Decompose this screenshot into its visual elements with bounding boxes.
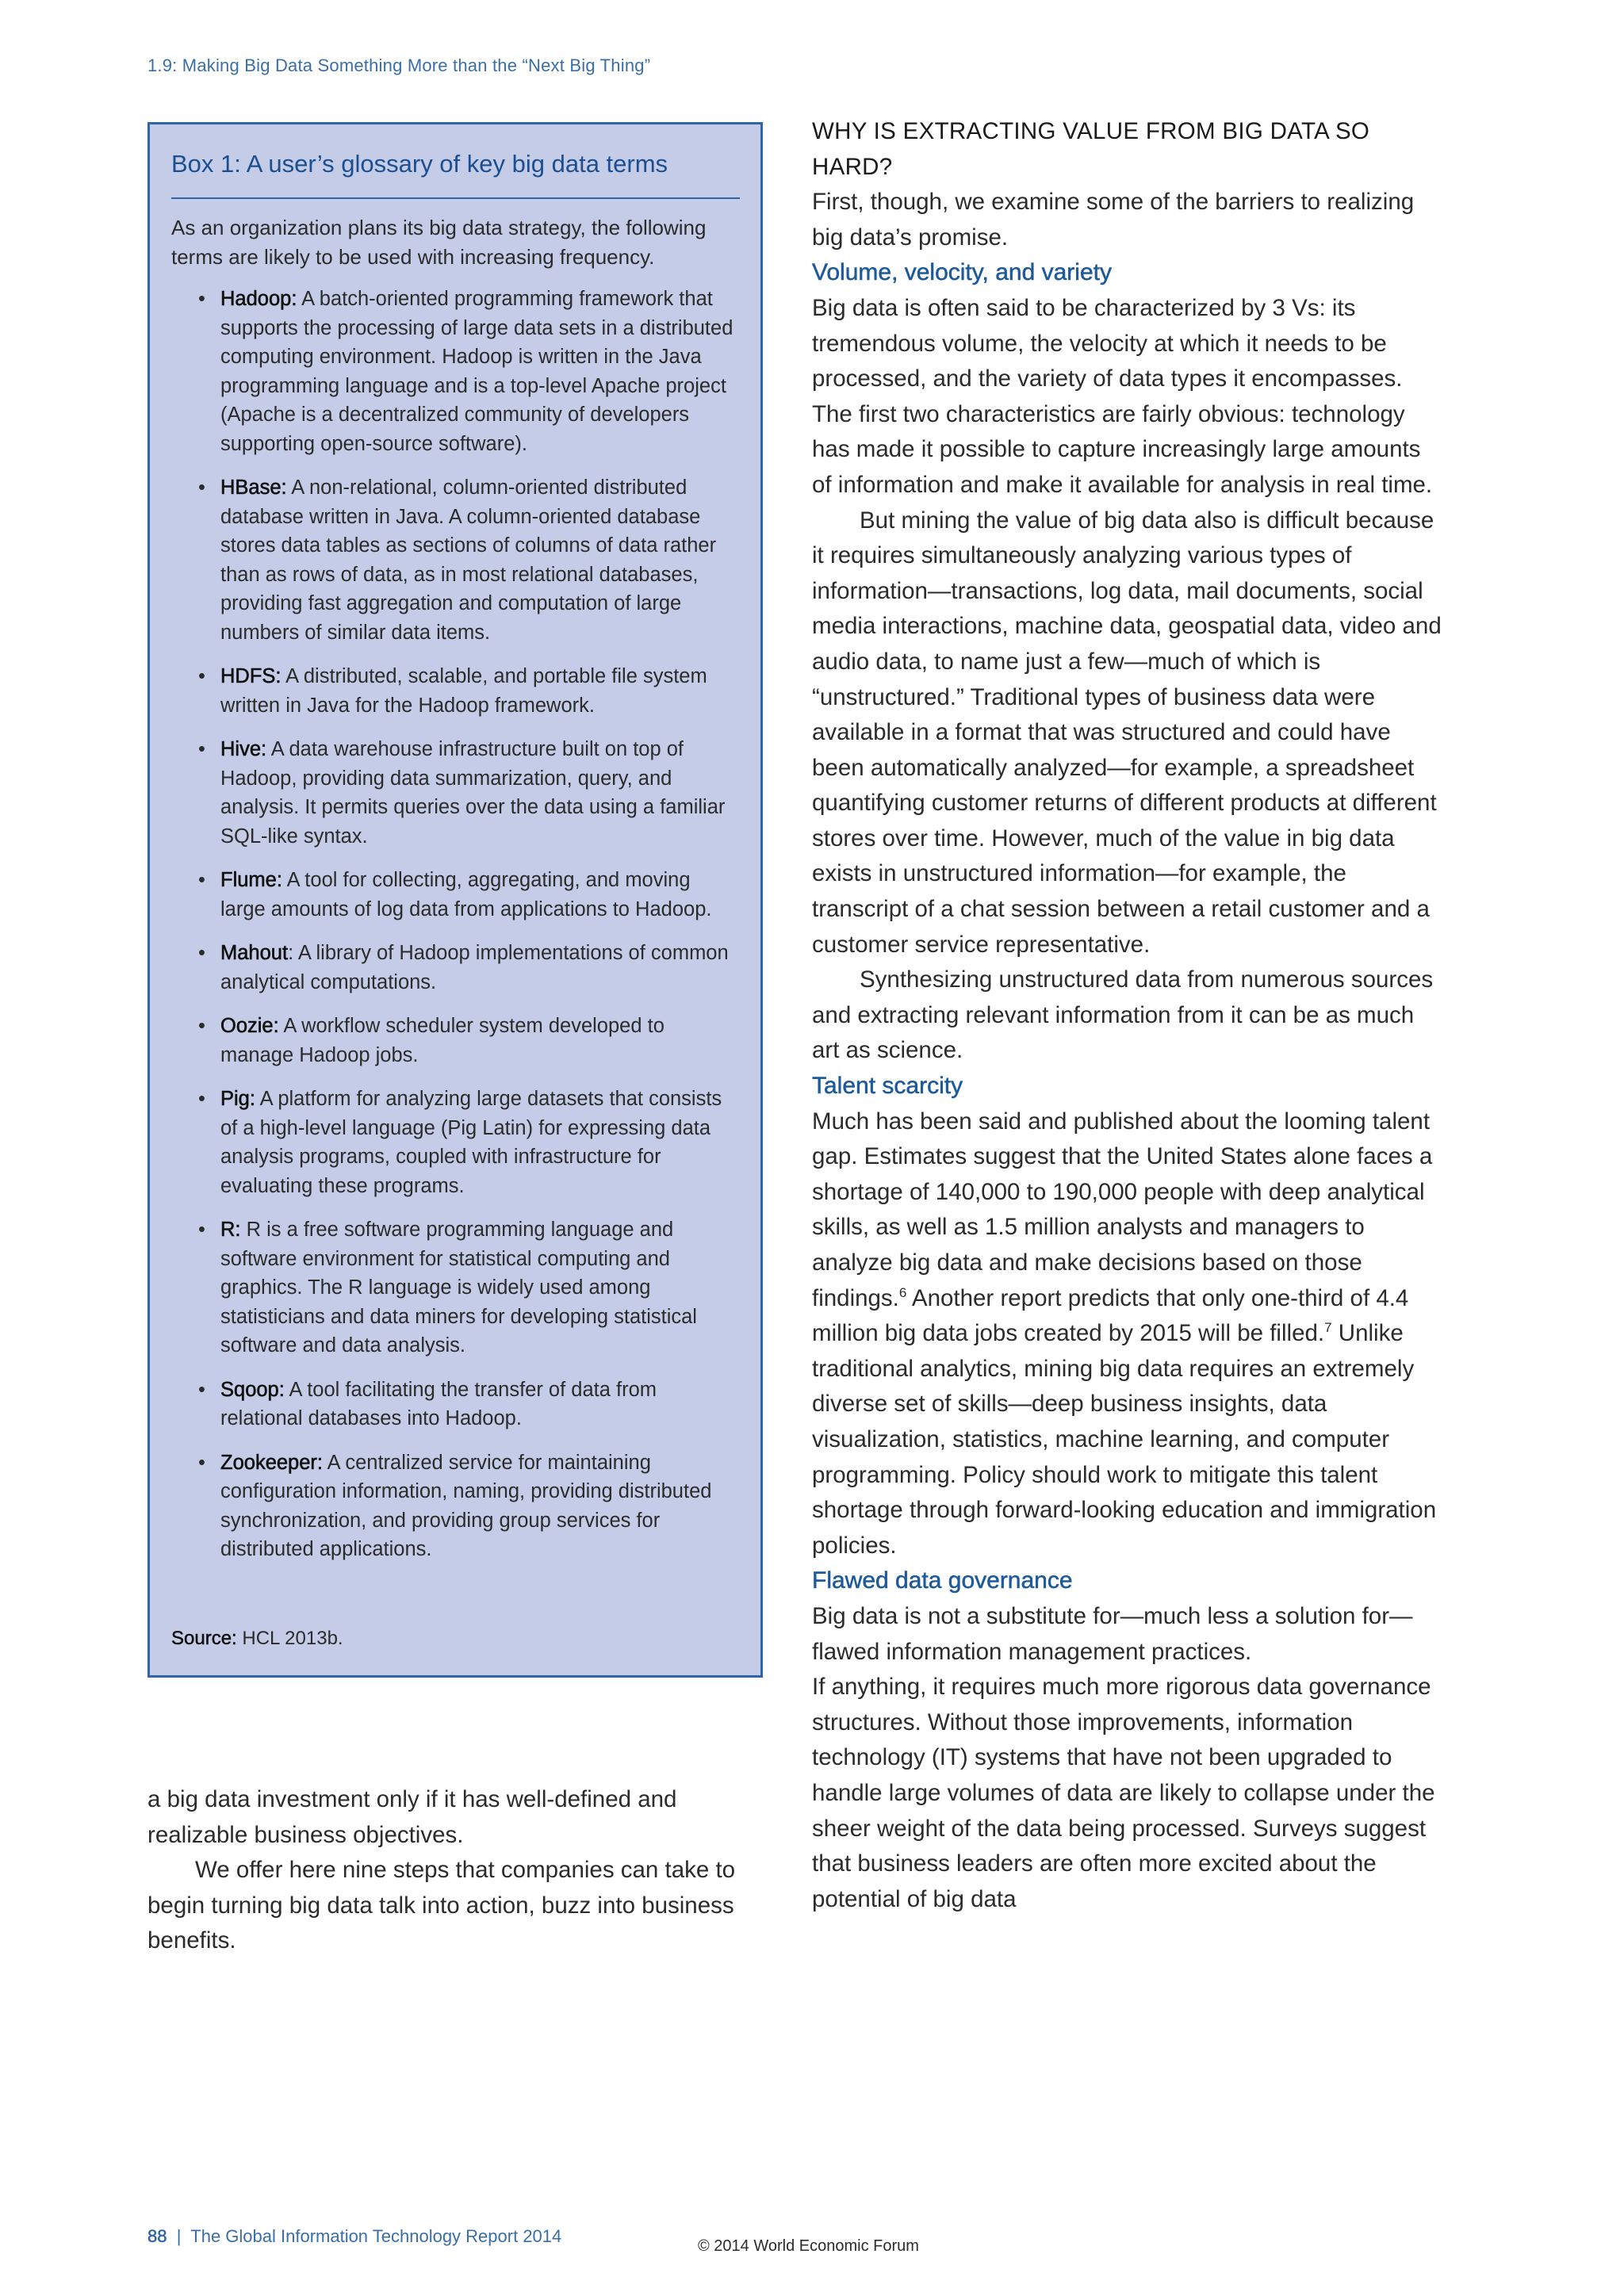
glossary-definition: : A library of Hadoop implementations of common analytical computations. [220,942,729,993]
glossary-term: Mahout [220,942,289,964]
glossary-item-r [200,1215,740,1360]
bullet-icon: • [198,1219,205,1241]
paragraph: If anything, it requires much more rigorous data governance structures. Without those improvements, information technology (IT) systems that have not been upgraded to handle large volumes of data are likely to collapse under the sheer weight of the data being processed. Surveys suggest that business leaders are often more excited about the potential of big data [812,1674,1435,1912]
glossary-item-hdfs [200,662,740,720]
subsection-heading-talent: Talent scarcity [812,1073,963,1100]
box-title: Box 1: A user’s glossary of key big data terms [171,148,740,199]
paragraph: We offer here nine steps that companies can take to begin turning big data talk into action, buzz into business benefits. [147,1857,736,1954]
glossary-item-zookeeper [200,1448,740,1564]
text-run: Another report predicts that only one-third of 4.4 million big data jobs created by 2015 will be filled. [812,1284,1409,1347]
copyright: © 2014 World Economic Forum [698,2237,919,2255]
paragraph: First, though, we examine some of the barriers to realizing big data’s promise. [812,189,1415,251]
glossary-item-flume [200,866,740,924]
bullet-icon: • [198,1015,205,1037]
glossary-term: Sqoop: [220,1378,285,1401]
source-text: HCL 2013b. [236,1628,343,1649]
bullet-icon: • [198,288,205,310]
glossary-term: Zookeeper: [220,1451,323,1474]
glossary-item-hbase [200,473,740,647]
glossary-definition: A platform for analyzing large datasets that consists of a high-level language (Pig Latin) for expressing data analysis programs, coupled with infrastructure for evaluating these programs. [220,1088,722,1197]
report-title: The Global Information Technology Report 2014 [190,2226,562,2246]
glossary-item-pig [200,1085,740,1200]
paragraph: But mining the value of big data also is difficult because it requires simultaneously analyzing various types of information—transactions, log data, mail documents, social media interactions, machine data, geospatial data, video and audio data, to name just a few—much of which is “unstructured.” Traditional types of business data were available in a format that was structured and could have been automatically analyzed—for example, a spreadsheet quantifying customer returns of different products at different stores over time. However, much of the value in big data exists in unstructured information—for example, the transcript of a chat session between a retail customer and a customer service representative. [812,507,1442,958]
box-source [171,1628,343,1650]
bullet-icon: • [198,942,205,964]
glossary-term: Oozie: [220,1015,279,1037]
paragraph [812,1104,1446,1564]
glossary-item-hive [200,735,740,851]
glossary-term: HBase: [220,476,287,499]
glossary-definition: A workflow scheduler system developed to manage Hadoop jobs. [220,1015,665,1066]
text-run: Much has been said and published about the looming talent gap. Estimates suggest that the United States alone faces a shortage of 140,000 to 190,000 people with deep analytical skills, as well as 1.5 million analysts and managers to analyze big data and make decisions based on those findings. [812,1108,1433,1311]
bullet-icon: • [198,869,205,891]
glossary-definition: R is a free software programming language and software environment for statistical computing and graphics. The R language is widely used among statisticians and data miners for developing statistical software and data analysis. [220,1219,697,1357]
bullet-icon: • [198,665,205,687]
paragraph: Big data is often said to be characterized by 3 Vs: its tremendous volume, the velocity at which it needs to be processed, and the variety of data types it encompasses. The first two characteristics are fairly obvious: technology has made it possible to capture increasingly large amounts of information and make it available for analysis in real time. [812,294,1433,498]
glossary-definition: A batch-oriented programming framework that supports the processing of large data sets in a distributed computing environment. Hadoop is written in the Java programming language and is a top-level Apache project (Apache is a decentralized community of developers supporting open-source software). [220,288,733,455]
glossary-term: R: [220,1219,241,1241]
paragraph: Synthesizing unstructured data from numerous sources and extracting relevant information from it can be as much art as science. [812,966,1434,1064]
footnote-ref[interactable]: 6 [898,1284,907,1300]
bullet-icon: • [198,1451,205,1474]
glossary-term: HDFS: [220,665,282,687]
glossary-box [147,122,763,1678]
bullet-icon: • [198,738,205,760]
glossary-term: Flume: [220,869,282,891]
running-head: 1.9: Making Big Data Something More than the “Next Big Thing” [147,55,651,75]
glossary-item-oozie [200,1012,740,1070]
paragraph: Big data is not a substitute for—much less a solution for—flawed information management practices. [812,1602,1413,1665]
source-label: Source: [171,1628,237,1649]
text-run: Unlike traditional analytics, mining big data requires an extremely diverse set of skills—deep business insights, data visualization, statistics, machine learning, and computer programming. Policy should work to mitigate this talent shortage through forward-looking education and immigration policies. [812,1320,1437,1559]
section-heading: WHY IS EXTRACTING VALUE FROM BIG DATA SO HARD? [812,118,1370,180]
glossary-item-sqoop [200,1376,740,1433]
box-intro: As an organization plans its big data strategy, the following terms are likely to be used with increasing frequency. [171,216,707,269]
glossary-definition: A tool facilitating the transfer of data from relational databases into Hadoop. [220,1378,657,1429]
footnote-ref[interactable]: 7 [1324,1320,1332,1336]
glossary-definition: A tool for collecting, aggregating, and moving large amounts of log data from applications to Hadoop. [220,869,712,920]
glossary-definition: A distributed, scalable, and portable file system written in Java for the Hadoop framework. [220,665,707,717]
glossary-term: Hadoop: [220,288,297,310]
glossary-item-mahout [200,939,740,997]
glossary-list [171,285,740,1564]
bullet-icon: • [198,1088,205,1110]
page-footer [147,2226,561,2247]
glossary-item-hadoop [200,285,740,458]
page-number: 88 [147,2226,167,2246]
glossary-term: Pig: [220,1088,255,1110]
subsection-heading-governance: Flawed data governance [812,1567,1073,1594]
glossary-definition: A non-relational, column-oriented distributed database written in Java. A column-oriented database stores data tables as sections of columns of data rather than as rows of data, as in most relational databases, providing fast aggregation and computation of large numbers of similar data items. [220,476,717,644]
left-column-text [147,1782,766,1959]
paragraph: a big data investment only if it has well-defined and realizable business objectives. [147,1786,677,1848]
subsection-heading-volume: Volume, velocity, and variety [812,259,1112,286]
right-column [812,114,1446,1917]
bullet-icon: • [198,476,205,499]
glossary-term: Hive: [220,738,267,760]
glossary-definition: A data warehouse infrastructure built on top of Hadoop, providing data summarization, query, and analysis. It permits queries over the data using a familiar SQL-like syntax. [220,738,726,848]
bullet-icon: • [198,1378,205,1401]
footer-separator: | [167,2226,191,2246]
glossary-definition: A centralized service for maintaining configuration information, naming, providing distributed synchronization, and providing group services for distributed applications. [220,1451,712,1560]
